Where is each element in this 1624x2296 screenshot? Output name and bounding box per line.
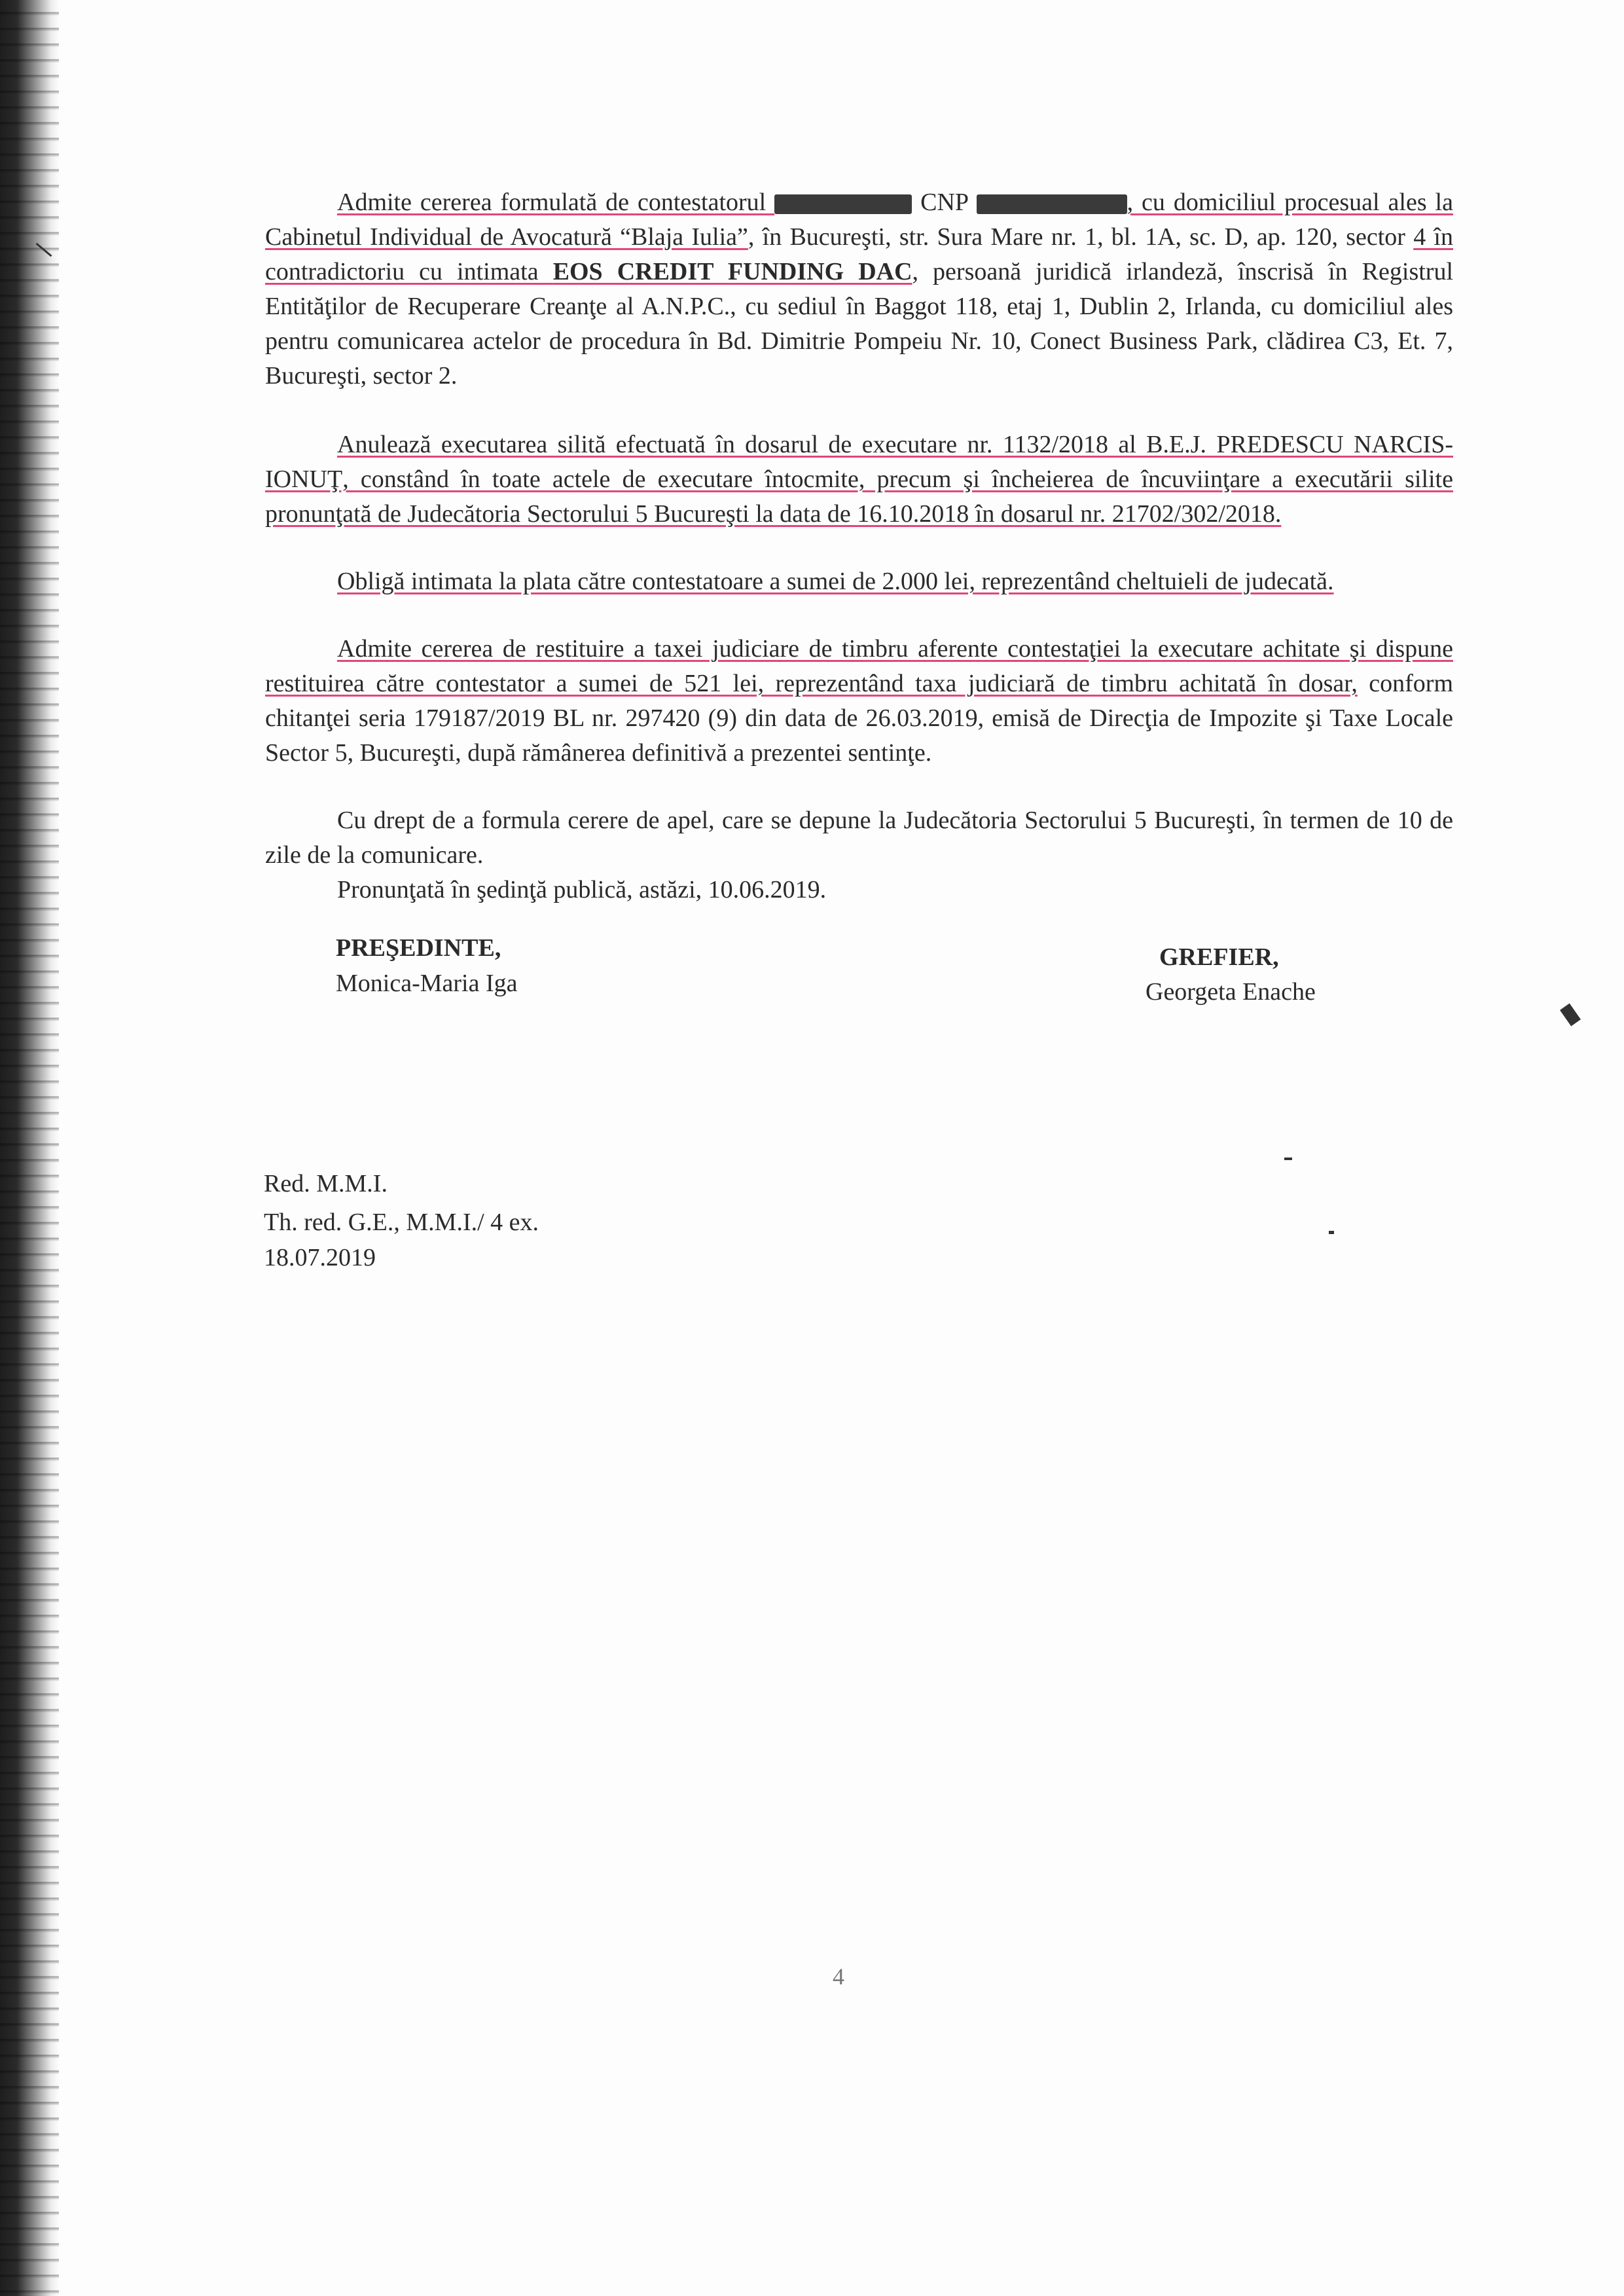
- underlined-text: Admite cererea formulată de contestatorul: [337, 189, 775, 216]
- underlined-text: Anulează executarea silită efectuată în dosarul de executare nr. 1132/2018 al B.E.J. PREDESCU NARCIS-IONUŢ, constând în toate actele de executare întocmite, precum şi încheierea de încuviinţare a executării silite pronunţată de Judecătoria Sectorului 5 Bucureşti la data de 16.10.2018 în dosarul nr. 21702/302/2018.: [265, 431, 1453, 528]
- scan-shadow-edge: [0, 0, 59, 2296]
- paragraph-pronuntata: [265, 873, 1453, 907]
- page-number: 4: [833, 1963, 844, 1990]
- clerk-title: GREFIER,: [1159, 943, 1279, 971]
- underlined-text: , cu domiciliul procesual ales la Cabinetul Individual de Avocatură “Blaja Iulia”: [265, 189, 1453, 251]
- paragraph-restituire-taxa: [265, 632, 1453, 771]
- typist-initials: Th. red. G.E., M.M.I./ 4 ex.: [264, 1209, 539, 1236]
- text-segment: conform chitanţei seria 179187/2019 BL nr. 297420 (9) din data de 26.03.2019, emisă de Direcţia de Impozite şi Taxe Locale Sector 5, Bucureşti, după rămânerea definitivă a prezentei sentinţe.: [265, 670, 1453, 767]
- text-segment: , persoană juridică irlandeză, înscrisă în Registrul Entităţilor de Recuperare Creanţe al A.N.P.C., cu sediul în Baggot 118, etaj 1, Dublin 2, Irlanda, cu domiciliul ales pentru comunicarea actelor de procedura în Bd. Dimitrie Pompeiu Nr. 10, Conect Business Park, clădirea C3, Et. 7, Bucureşti, sector 2.: [265, 258, 1454, 390]
- redacted-personal-data: [977, 194, 1127, 214]
- editor-initials: Red. M.M.I.: [264, 1170, 388, 1197]
- text-segment: CNP: [912, 189, 977, 216]
- president-title: PREŞEDINTE,: [336, 934, 501, 962]
- paragraph-drept-de-apel: [265, 803, 1453, 873]
- redacted-personal-data: [774, 194, 912, 214]
- party-name-bold: EOS CREDIT FUNDING DAC: [552, 258, 912, 285]
- clerk-name: Georgeta Enache: [1146, 978, 1316, 1006]
- text-segment: , în Bucureşti, str. Sura Mare nr. 1, bl. 1A, sc. D, ap. 120, sector: [748, 223, 1414, 251]
- underlined-text: Obligă intimata la plata către contestatoare a sumei de 2.000 lei, reprezentând cheltuieli de judecată.: [337, 568, 1334, 595]
- redaction-date: 18.07.2019: [264, 1244, 376, 1271]
- paragraph-anuleaza-executarea: [265, 428, 1453, 532]
- underlined-text: 4 în contradictoriu cu intimata: [265, 223, 1453, 285]
- paragraph-admite-contestatie: [265, 185, 1453, 393]
- text-segment: Pronunţată în şedinţă publică, astăzi, 10.06.2019.: [337, 876, 827, 903]
- text-segment: Cu drept de a formula cerere de apel, care se depune la Judecătoria Sectorului 5 Bucureşti, în termen de 10 de zile de la comunicare.: [265, 807, 1453, 869]
- underlined-text: Admite cererea de restituire a taxei judiciare de timbru aferente contestaţiei la executare achitate şi dispune restituirea către contestator a sumei de 521 lei, reprezentând taxa judiciară de timbru achitată în dosar,: [265, 635, 1453, 697]
- president-name: Monica-Maria Iga: [336, 970, 518, 997]
- paragraph-obliga-intimata: [265, 564, 1453, 599]
